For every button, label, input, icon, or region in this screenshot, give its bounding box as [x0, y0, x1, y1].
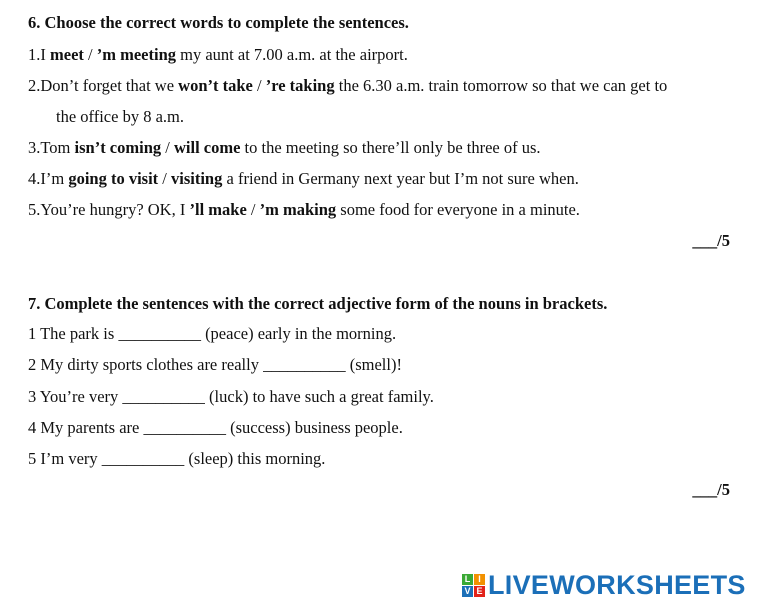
- s7-item-5: [28, 449, 325, 469]
- s6-item-2-pre: 2.Don’t forget that we: [28, 76, 179, 95]
- s6-item-4-sep: /: [158, 169, 172, 188]
- s6-item-3-option-b[interactable]: will come: [173, 138, 241, 157]
- s7-item-3: [28, 387, 434, 407]
- s7-item-4-blank[interactable]: __________: [143, 418, 226, 437]
- s6-item-1: [28, 45, 408, 65]
- s6-item-4-pre: 4.I’m: [28, 169, 69, 188]
- s6-item-2-option-a[interactable]: won’t take: [178, 76, 253, 95]
- s6-item-2-post: the 6.30 a.m. train tomorrow so that we can get to: [334, 76, 668, 95]
- s7-item-1-blank[interactable]: __________: [118, 324, 201, 343]
- s6-item-2: [28, 76, 667, 96]
- s7-item-1-pre: 1 The park is: [28, 324, 119, 343]
- logo-letter-i: I: [474, 574, 485, 585]
- s6-item-1-option-b[interactable]: ’m meeting: [96, 45, 176, 64]
- s6-item-1-post: my aunt at 7.00 a.m. at the airport.: [176, 45, 408, 64]
- s7-item-1: [28, 324, 396, 344]
- section6-score: ___/5: [692, 231, 730, 250]
- s7-item-1-post: (peace) early in the morning.: [200, 324, 397, 343]
- s7-item-5-post: (sleep) this morning.: [184, 449, 326, 468]
- s6-item-5-pre: 5.You’re hungry? OK, I: [28, 200, 190, 219]
- section7-score: ___/5: [692, 480, 730, 499]
- s6-item-5: [28, 200, 580, 220]
- s6-item-3-post: to the meeting so there’ll only be three of us.: [240, 138, 541, 157]
- s7-item-4-pre: 4 My parents are: [28, 418, 144, 437]
- section6-heading: 6. Choose the correct words to complete the sentences.: [28, 13, 409, 32]
- s7-item-3-blank[interactable]: __________: [122, 387, 205, 406]
- logo-letter-e: E: [474, 586, 485, 597]
- s6-item-4-option-b[interactable]: visiting: [171, 169, 223, 188]
- s6-item-5-option-b[interactable]: ’m making: [259, 200, 337, 219]
- s6-item-1-option-a[interactable]: meet: [50, 45, 84, 64]
- s6-item-2-continuation: the office by 8 a.m.: [56, 107, 184, 126]
- s6-item-1-pre: 1.I: [28, 45, 50, 64]
- s6-item-5-post: some food for everyone in a minute.: [336, 200, 580, 219]
- s7-item-2: [28, 355, 402, 375]
- s6-item-5-sep: /: [246, 200, 260, 219]
- s7-item-5-pre: 5 I’m very: [28, 449, 102, 468]
- s6-item-2-sep: /: [252, 76, 266, 95]
- s7-item-2-blank[interactable]: __________: [263, 355, 346, 374]
- s6-item-2-option-b[interactable]: ’re taking: [265, 76, 335, 95]
- logo-text: LIVEWORKSHEETS: [488, 570, 746, 600]
- s7-item-5-blank[interactable]: __________: [101, 449, 185, 468]
- s7-item-2-pre: 2 My dirty sports clothes are really: [28, 355, 264, 374]
- s7-item-2-post: (smell)!: [345, 355, 402, 374]
- logo-letter-v: V: [462, 586, 473, 597]
- logo-letter-l: L: [462, 574, 473, 585]
- s7-item-4: [28, 418, 403, 438]
- s6-item-3-sep: /: [161, 138, 174, 157]
- s7-item-4-post: (success) business people.: [225, 418, 403, 437]
- s6-item-5-option-a[interactable]: ’ll make: [189, 200, 247, 219]
- s6-item-1-sep: /: [83, 45, 97, 64]
- s6-item-4: [28, 169, 579, 189]
- s6-item-3-option-a[interactable]: isn’t coming: [74, 138, 162, 157]
- liveworksheets-logo: [462, 570, 746, 601]
- section7-heading: 7. Complete the sentences with the correct adjective form of the nouns in brackets.: [28, 294, 608, 313]
- s7-item-3-post: (luck) to have such a great family.: [204, 387, 434, 406]
- s7-item-3-pre: 3 You’re very: [28, 387, 123, 406]
- logo-grid-icon: [462, 574, 485, 597]
- s6-item-3-pre: 3.Tom: [28, 138, 75, 157]
- s6-item-3: [28, 138, 541, 158]
- s6-item-4-option-a[interactable]: going to visit: [68, 169, 159, 188]
- s6-item-4-post: a friend in Germany next year but I’m not sure when.: [222, 169, 579, 188]
